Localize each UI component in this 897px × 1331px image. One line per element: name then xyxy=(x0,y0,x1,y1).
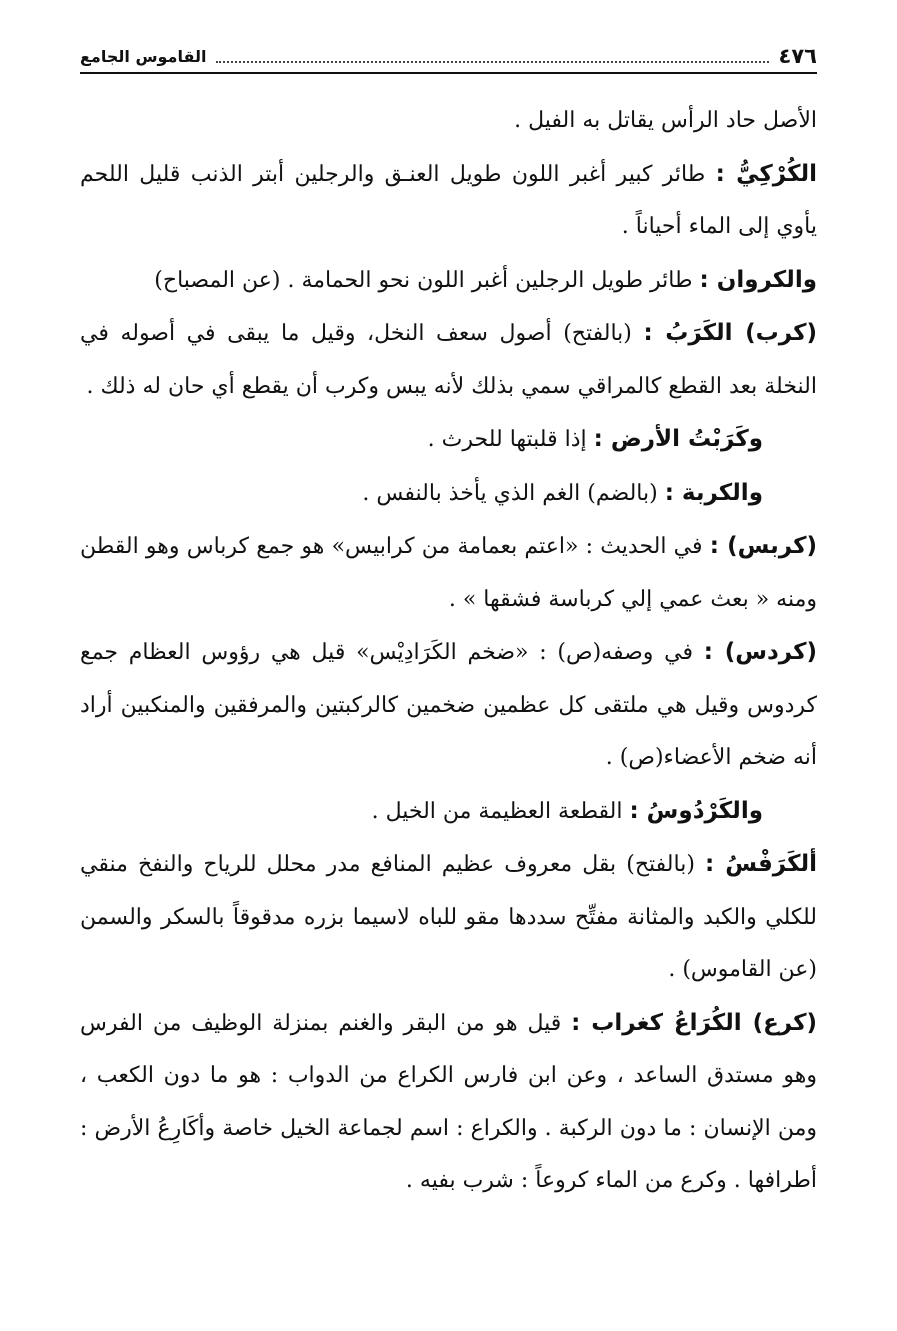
entry-4 xyxy=(80,413,817,467)
entry-7 xyxy=(80,626,817,785)
entry-headword: (كردس) : xyxy=(703,639,817,665)
header-dot-leader xyxy=(216,61,768,63)
entry-9 xyxy=(80,838,817,997)
entry-text: طائر طويل الرجلين أغبر اللون نحو الحمامة . (عن المصباح) xyxy=(154,267,700,293)
running-title: القاموس الجامع xyxy=(80,47,207,66)
entry-headword: ألكَرَفْسُ : xyxy=(704,851,817,877)
entry-headword: والكربة : xyxy=(664,479,763,506)
entry-text: (بالضم) الغم الذي يأخذ بالنفس . xyxy=(362,480,665,506)
entry-text: (بالفتح) بقل معروف عظيم المنافع مدر محلل للرياح والنفخ منقي للكلي والكبد والمثانة مفتِّح سددها مقو للباه لاسيما بزره مدقوقاً بالسكر والسمن (عن القاموس) . xyxy=(80,852,817,982)
entry-headword: الكُرْكِيُّ : xyxy=(715,160,817,187)
entry-0 xyxy=(80,94,817,148)
entry-text: طائر كبير أغبر اللون طويل العنـق والرجلين أبتر الذنب قليل اللحم يأوي إلى الماء أحياناً . xyxy=(80,161,817,239)
dictionary-page xyxy=(80,28,817,1208)
entry-text: إذا قلبتها للحرث . xyxy=(427,427,594,452)
entry-10 xyxy=(80,997,817,1208)
entry-text: قيل هو من البقر والغنم بمنزلة الوظيف من الفرس وهو مستدق الساعد ، وعن ابن فارس الكراع من الدواب : هو ما دون الكعب ، ومن الإنسان : ما دون الركبة . والكراع : اسم لجماعة الخيل خاصة وأكَارِعُ الأرض : أطرافها . وكرع من الماء كروعاً : شرب بفيه . xyxy=(80,1010,817,1193)
entry-text: في الحديث : «اعتم بعمامة من كرابيس» هو جمع كرباس وهو القطن ومنه « بعث عمي إلي كرباسة فشقها » . xyxy=(80,534,817,612)
entry-1 xyxy=(80,148,817,254)
page-number: ٤٧٦ xyxy=(778,44,817,68)
entry-6 xyxy=(80,520,817,626)
entry-headword: والكَرْدُوسُ : xyxy=(629,797,763,824)
entry-2 xyxy=(80,254,817,308)
entry-headword: والكروان : xyxy=(699,266,817,293)
entry-8 xyxy=(80,785,817,839)
entry-text: (بالفتح) أصول سعف النخل، وقيل ما يبقى في أصوله في النخلة بعد القطع كالمراقي سمي بذلك لأنه يبس وكرب أن يقطع أي حان له ذلك . xyxy=(80,321,817,399)
entry-5 xyxy=(80,467,817,521)
entry-headword: (كربس) : xyxy=(709,533,817,559)
entry-3 xyxy=(80,307,817,413)
entry-text: القطعة العظيمة من الخيل . xyxy=(371,798,630,824)
entry-text: في وصفه(ص) : «ضخم الكَرَادِيْس» قيل هي رؤوس العظام جمع كردوس وقيل هي ملتقى كل عظمين ضخمين كالركبتين والمرفقين والمنكبين أراد أنه ضخم الأعضاء(ص) . xyxy=(80,640,817,770)
entry-headword: وكَرَبْتُ الأرض : xyxy=(593,426,763,452)
entry-headword: (كرب) الكَرَبُ : xyxy=(643,320,817,346)
entry-text: الأصل حاد الرأس يقاتل به الفيل . xyxy=(514,108,817,133)
page-header xyxy=(80,28,817,74)
page-body xyxy=(80,94,817,1208)
entry-headword: (كرع) الكُرَاعُ كغراب : xyxy=(571,1009,817,1036)
